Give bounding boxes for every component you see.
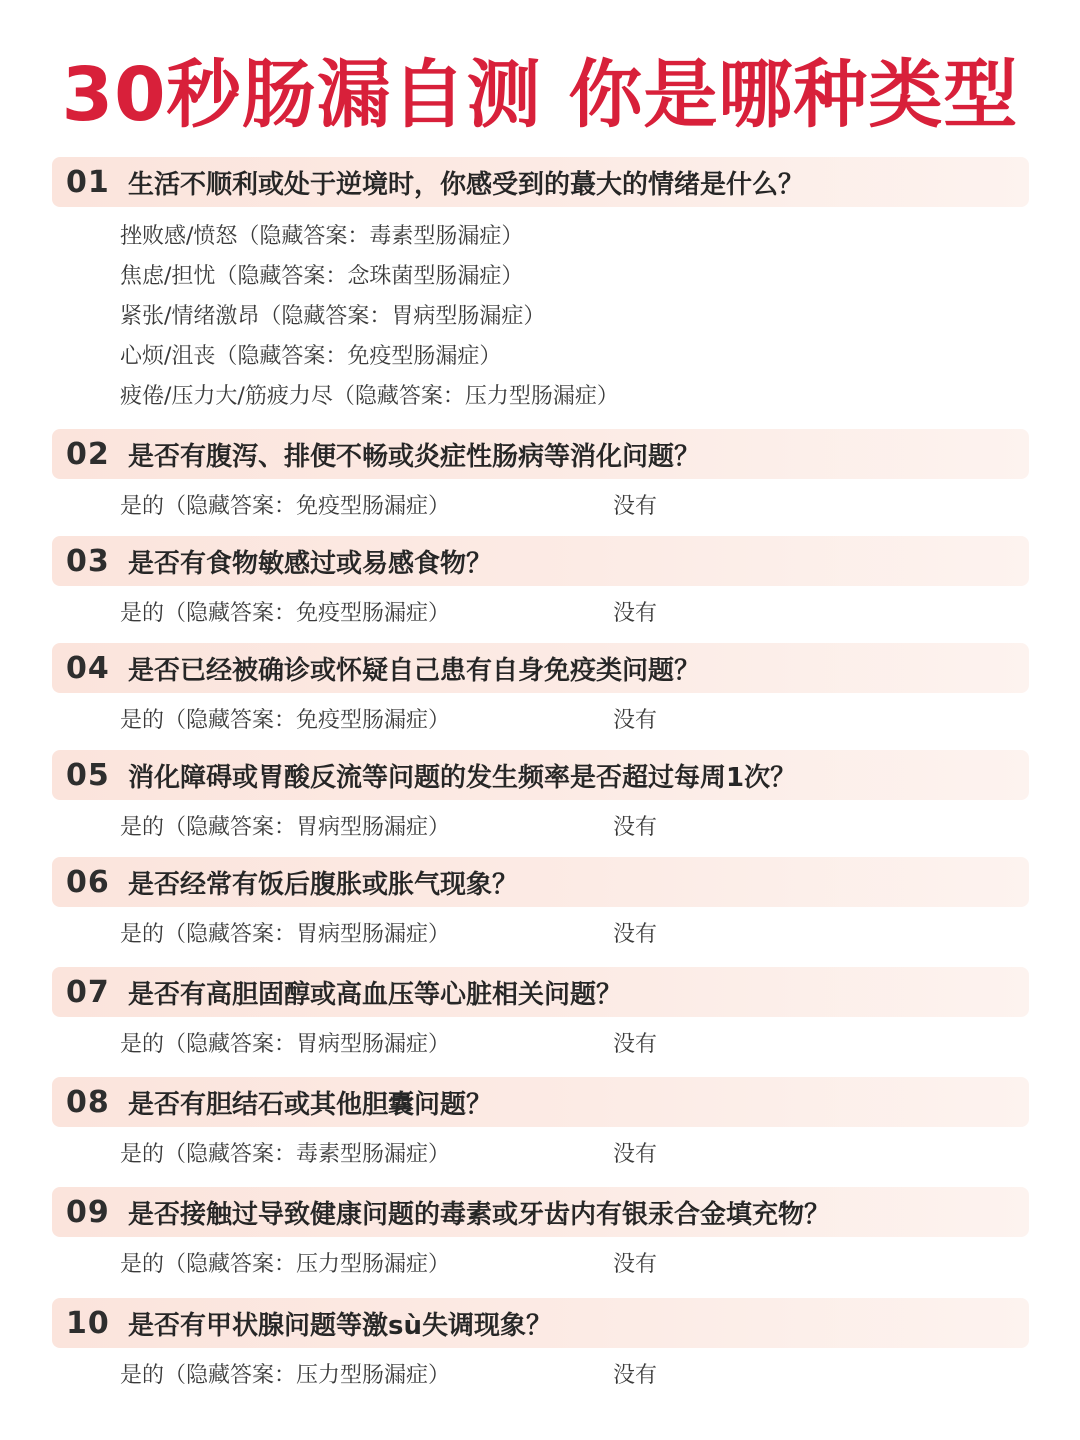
answer-option: 挫败感/愤怒（隐藏答案：毒素型肠漏症） (120, 224, 524, 249)
answer-no: 没有 (613, 815, 658, 840)
question-text: 是否有胆结石或其他胆囊问题？ (128, 1089, 493, 1120)
question-text: 是否有腹泻、排便不畅或炎症性肠病等消化问题？ (128, 441, 701, 472)
answer-yes: 是的（隐藏答案：毒素型肠漏症） (120, 1142, 451, 1167)
page-title: 30秒肠漏自测 你是哪种类型 (61, 52, 1019, 138)
question-bar-05 (52, 750, 1029, 800)
answer-yes: 是的（隐藏答案：胃病型肠漏症） (120, 922, 451, 947)
question-bar-09 (52, 1187, 1029, 1237)
answer-no: 没有 (613, 922, 658, 947)
question-bar-06 (52, 857, 1029, 907)
answer-yes: 是的（隐藏答案：免疫型肠漏症） (120, 494, 451, 519)
question-number: 07 (66, 974, 110, 1010)
answer-yes: 是的（隐藏答案：胃病型肠漏症） (120, 815, 451, 840)
answer-yes: 是的（隐藏答案：压力型肠漏症） (120, 1252, 451, 1277)
answer-no: 没有 (613, 1032, 658, 1057)
answer-option: 疲倦/压力大/筋疲力尽（隐藏答案：压力型肠漏症） (120, 384, 619, 409)
question-number: 01 (66, 164, 110, 200)
question-number: 06 (66, 864, 110, 900)
answer-option: 焦虑/担忧（隐藏答案：念珠菌型肠漏症） (120, 264, 524, 289)
question-number: 04 (66, 650, 110, 686)
answer-no: 没有 (613, 1142, 658, 1167)
answer-no: 没有 (613, 1363, 658, 1388)
question-text: 是否接触过导致健康问题的毒素或牙齿内有银汞合金填充物？ (128, 1199, 831, 1230)
answer-no: 没有 (613, 708, 658, 733)
question-text: 生活不顺利或处于逆境时，你感受到的蕞大的情绪是什么？ (128, 169, 805, 200)
question-text: 是否有高胆固醇或高血压等心脏相关问题？ (128, 979, 623, 1010)
answer-no: 没有 (613, 494, 658, 519)
question-number: 03 (66, 543, 110, 579)
question-bar-08 (52, 1077, 1029, 1127)
question-number: 08 (66, 1084, 110, 1120)
question-bar-03 (52, 536, 1029, 586)
question-bar-04 (52, 643, 1029, 693)
answer-yes: 是的（隐藏答案：压力型肠漏症） (120, 1363, 451, 1388)
question-text: 是否有甲状腺问题等激sù失调现象？ (128, 1310, 552, 1341)
answer-option: 心烦/沮丧（隐藏答案：免疫型肠漏症） (120, 344, 502, 369)
question-text: 是否有食物敏感过或易感食物？ (128, 548, 493, 579)
question-bar-07 (52, 967, 1029, 1017)
answer-no: 没有 (613, 1252, 658, 1277)
question-text: 是否已经被确诊或怀疑自己患有自身免疫类问题？ (128, 655, 701, 686)
question-bar-10 (52, 1298, 1029, 1348)
question-bar-02 (52, 429, 1029, 479)
question-number: 02 (66, 436, 110, 472)
question-number: 05 (66, 757, 110, 793)
question-text: 是否经常有饭后腹胀或胀气现象？ (128, 869, 519, 900)
question-text: 消化障碍或胃酸反流等问题的发生频率是否超过每周1次？ (128, 762, 797, 793)
answer-yes: 是的（隐藏答案：免疫型肠漏症） (120, 601, 451, 626)
answer-no: 没有 (613, 601, 658, 626)
answer-yes: 是的（隐藏答案：胃病型肠漏症） (120, 1032, 451, 1057)
question-number: 09 (66, 1194, 110, 1230)
answer-yes: 是的（隐藏答案：免疫型肠漏症） (120, 708, 451, 733)
question-bar-01 (52, 157, 1029, 207)
answer-option: 紧张/情绪激昂（隐藏答案：胃病型肠漏症） (120, 304, 546, 329)
question-number: 10 (66, 1305, 110, 1341)
